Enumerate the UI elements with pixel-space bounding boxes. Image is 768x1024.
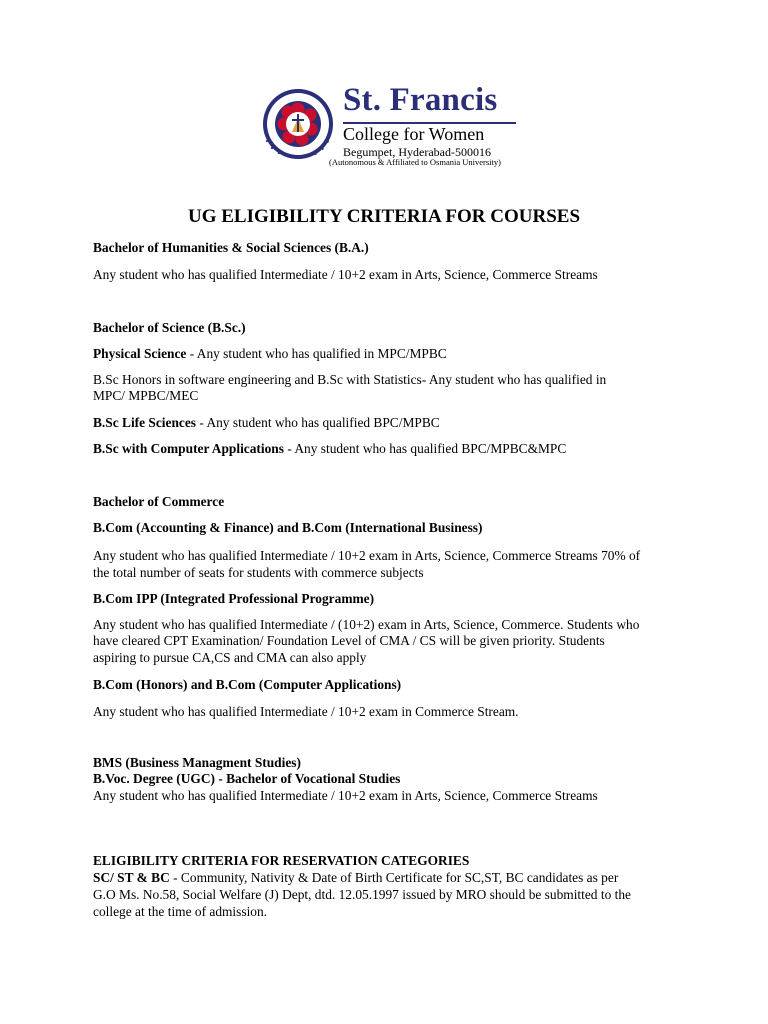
bsc-heading: Bachelor of Science (B.Sc.) bbox=[93, 320, 246, 335]
bms-text: Any student who has qualified Intermediate / 10+2 exam in Arts, Science, Commerce Streams bbox=[93, 788, 598, 803]
bcom-heading: Bachelor of Commerce bbox=[93, 494, 225, 509]
page-title: UG ELIGIBILITY CRITERIA FOR COURSES bbox=[187, 206, 581, 227]
bcom-sub1: B.Com (Accounting & Finance) and B.Com (International Business) bbox=[93, 520, 483, 535]
college-seal-logo bbox=[262, 88, 334, 160]
reservation-line1-text: - Community, Nativity & Date of Birth Certificate for SC,ST, BC candidates as per bbox=[169, 870, 619, 885]
college-address: Begumpet, Hyderabad-500016 bbox=[343, 145, 491, 159]
bcom-text1-line2: the total number of seats for students with commerce subjects bbox=[93, 565, 424, 580]
bsc-physical-text: - Any student who has qualified in MPC/MPBC bbox=[186, 346, 447, 361]
ba-heading: Bachelor of Humanities & Social Sciences (B.A.) bbox=[93, 240, 369, 255]
bcom-text2-line3: aspiring to pursue CA,CS and CMA can also apply bbox=[93, 650, 367, 665]
bms-heading: BMS (Business Managment Studies) bbox=[93, 755, 301, 770]
reservation-line2: G.O Ms. No.58, Social Welfare (J) Dept, dtd. 12.05.1997 issued by MRO should be submitted to the bbox=[93, 887, 631, 902]
bvoc-heading: B.Voc. Degree (UGC) - Bachelor of Vocational Studies bbox=[93, 771, 401, 786]
bcom-text3: Any student who has qualified Intermediate / 10+2 exam in Commerce Stream. bbox=[93, 704, 519, 719]
bsc-honors-line1: B.Sc Honors in software engineering and B.Sc with Statistics- Any student who has qualified in bbox=[93, 372, 607, 387]
reservation-heading: ELIGIBILITY CRITERIA FOR RESERVATION CATEGORIES bbox=[93, 853, 470, 868]
bcom-sub2: B.Com IPP (Integrated Professional Programme) bbox=[93, 591, 375, 606]
college-subtitle: College for Women bbox=[343, 124, 485, 144]
reservation-line3: college at the time of admission. bbox=[93, 904, 268, 919]
reservation-line1 bbox=[93, 870, 693, 887]
bcom-text2-line2: have cleared CPT Examination/ Foundation Level of CMA / CS will be given priority. Students bbox=[93, 633, 605, 648]
bsc-life-text: - Any student who has qualified BPC/MPBC bbox=[196, 415, 440, 430]
reservation-label: SC/ ST & BC bbox=[93, 870, 170, 885]
ba-text: Any student who has qualified Intermediate / 10+2 exam in Arts, Science, Commerce Streams bbox=[93, 267, 598, 282]
bcom-text2-line1: Any student who has qualified Intermediate / (10+2) exam in Arts, Science, Commerce. Students who bbox=[93, 617, 640, 632]
bcom-text1-line1: Any student who has qualified Intermediate / 10+2 exam in Arts, Science, Commerce Streams 70% of bbox=[93, 548, 641, 563]
bsc-physical bbox=[93, 346, 693, 363]
college-name: St. Francis bbox=[343, 82, 498, 118]
bsc-life bbox=[93, 415, 693, 432]
bsc-honors-line2: MPC/ MPBC/MEC bbox=[93, 388, 199, 403]
bsc-life-label: B.Sc Life Sciences bbox=[93, 415, 197, 430]
college-affiliation: (Autonomous & Affiliated to Osmania University) bbox=[329, 157, 501, 167]
bsc-ca bbox=[93, 441, 693, 458]
college-header bbox=[262, 84, 522, 168]
bcom-sub3: B.Com (Honors) and B.Com (Computer Applications) bbox=[93, 677, 402, 692]
bsc-ca-label: B.Sc with Computer Applications bbox=[93, 441, 284, 456]
bsc-physical-label: Physical Science bbox=[93, 346, 187, 361]
bsc-ca-text: - Any student who has qualified BPC/MPBC&MPC bbox=[283, 441, 567, 456]
